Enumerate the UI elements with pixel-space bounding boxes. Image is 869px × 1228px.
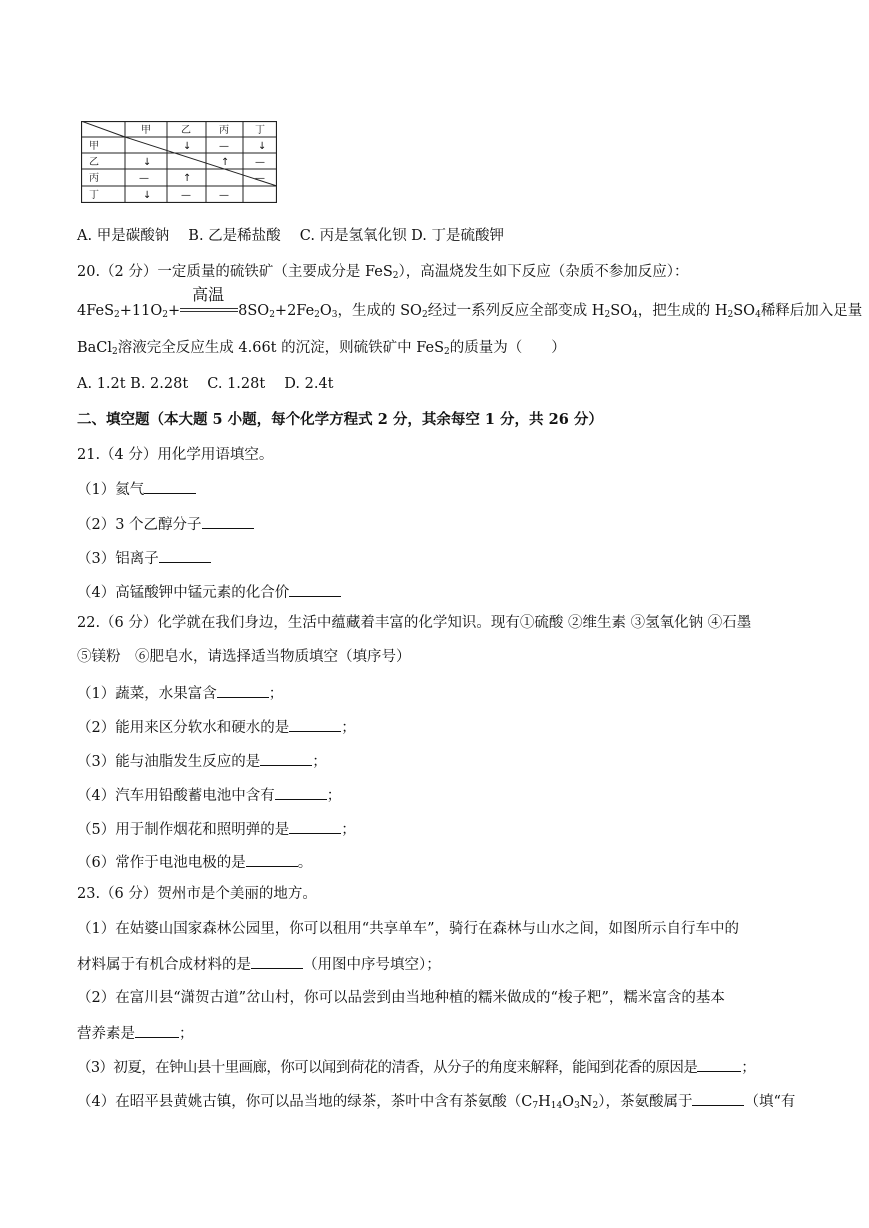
answer-blank[interactable] <box>289 819 341 834</box>
answer-blank[interactable] <box>289 582 341 597</box>
text: 的质量为（ ） <box>449 340 566 356</box>
q22-stem-2: ⑤镁粉 ⑥肥皂水，请选择适当物质填空（填序号） <box>77 649 411 665</box>
sub: 7 <box>532 1101 539 1111</box>
cell: — <box>255 173 265 184</box>
sub: 2 <box>392 271 399 281</box>
eq: SO <box>610 303 633 319</box>
sub: 2 <box>314 310 320 320</box>
item-text: （3）能与油脂发生反应的是 <box>77 754 261 770</box>
answer-blank[interactable] <box>251 954 303 969</box>
text: ），茶氨酸属于 <box>598 1094 693 1110</box>
eq: SO <box>733 303 756 319</box>
sub: 2 <box>592 1101 599 1111</box>
answer-blank[interactable] <box>135 1023 179 1038</box>
sub: 2 <box>162 310 168 320</box>
text: （用图中序号填空）； <box>303 957 441 973</box>
sub: 2 <box>444 347 450 357</box>
item-text: （2）3 个乙醇分子 <box>77 517 202 533</box>
answer-blank[interactable] <box>289 717 341 732</box>
q23-p3 <box>77 1057 755 1078</box>
cell: — <box>255 157 265 168</box>
row-label-yi: 乙 <box>89 157 99 168</box>
answer-blank[interactable] <box>217 683 269 698</box>
item-end: ； <box>341 822 356 838</box>
q23-p4 <box>77 1091 795 1112</box>
eq: ，把生成的 H <box>637 303 728 319</box>
q23-p1b <box>77 954 441 975</box>
item-end: ； <box>312 754 327 770</box>
answer-blank[interactable] <box>275 785 327 800</box>
q19-options: A. 甲是碳酸钠 B. 乙是稀盐酸 C. 丙是氢氧化钡 D. 丁是硫酸钾 <box>77 228 505 244</box>
q21-item-4 <box>77 582 341 603</box>
item-text: （5）用于制作烟花和照明弹的是 <box>77 822 290 838</box>
text: 营养素是 <box>77 1026 135 1042</box>
q22-item-1 <box>77 683 283 704</box>
reaction-condition <box>180 285 238 319</box>
q22-stem-1: 22.（6 分）化学就在我们身边，生活中蕴藏着丰富的化学知识。现有①硫酸 ②维生素 ③氢氧化钠 ④石墨 <box>77 615 752 631</box>
text: （4）在昭平县黄姚古镇，你可以品当地的绿茶，茶叶中含有茶氨酸（C <box>77 1094 533 1110</box>
q22-item-4 <box>77 785 341 806</box>
q22-item-3 <box>77 751 327 772</box>
equals-line <box>180 311 238 312</box>
cell: ↑ <box>183 173 192 184</box>
eq: +11O <box>119 303 163 319</box>
item-end: ； <box>268 686 284 702</box>
cell: — <box>139 173 149 184</box>
header-bing: 丙 <box>219 125 229 136</box>
sub: 4 <box>632 310 638 320</box>
sub: 4 <box>755 310 761 320</box>
item-end: ； <box>341 720 356 736</box>
eq: 经过一系列反应全部变成 H <box>427 303 605 319</box>
answer-blank[interactable] <box>692 1091 744 1106</box>
answer-blank[interactable] <box>202 514 254 529</box>
condition-text: 高温 <box>192 285 225 304</box>
eq: + <box>167 303 181 319</box>
cell: ↓ <box>258 141 267 152</box>
cell: ↓ <box>183 141 192 152</box>
eq: 4FeS <box>77 303 115 319</box>
cell: ↑ <box>221 157 230 168</box>
cell: ↓ <box>143 157 152 168</box>
q23-p2a: （2）在富川县“潇贺古道”岔山村，你可以品尝到由当地种植的糯米做成的“梭子粑”，糯米富含的基本 <box>77 990 725 1006</box>
answer-blank[interactable] <box>260 751 312 766</box>
q22-item-2 <box>77 717 356 738</box>
text: 材料属于有机合成材料的是 <box>77 957 251 973</box>
q21-item-1 <box>77 479 196 500</box>
item-text: （2）能用来区分软水和硬水的是 <box>77 720 290 736</box>
sub: 2 <box>269 310 275 320</box>
sub: 3 <box>331 310 338 320</box>
q20-stem-text: 20.（2 分）一定质量的硫铁矿（主要成分是 FeS <box>77 264 393 280</box>
q21-item-3 <box>77 548 211 569</box>
q20-equation-line <box>77 285 863 321</box>
text: ； <box>179 1026 194 1042</box>
q23-p2b <box>77 1023 194 1044</box>
row-label-ding: 丁 <box>89 190 99 201</box>
reaction-table <box>81 121 277 203</box>
eq: ，生成的 SO <box>337 303 422 319</box>
eq: +2Fe <box>274 303 315 319</box>
item-text: （6）常作于电池电极的是 <box>77 855 246 871</box>
row-label-jia: 甲 <box>89 141 99 152</box>
header-yi: 乙 <box>181 125 191 136</box>
sub: 2 <box>114 310 120 320</box>
q23-stem: 23.（6 分）贺州市是个美丽的地方。 <box>77 886 317 902</box>
item-end: 。 <box>297 855 313 871</box>
sub: 14 <box>550 1101 563 1111</box>
section-title: 二、填空题（本大题 5 小题，每个化学方程式 2 分，其余每空 1 分，共 26 分） <box>77 411 603 428</box>
q23-p1a: （1）在姑婆山国家森林公园里，你可以租用“共享单车”，骑行在森林与山水之间，如图所示自行车中的 <box>77 921 740 937</box>
q20-stem-end: ），高温烧发生如下反应（杂质不参加反应）： <box>398 264 689 280</box>
q20-stem <box>77 262 689 282</box>
q22-item-6 <box>77 852 312 873</box>
cell: — <box>181 190 191 201</box>
sub: 2 <box>421 310 428 320</box>
item-end: ； <box>326 788 342 804</box>
item-text: （1）蔬菜，水果富含 <box>77 686 217 702</box>
eq: O <box>319 303 332 319</box>
item-text: （1）氦气 <box>77 482 145 498</box>
q22-item-5 <box>77 819 356 840</box>
sub: 2 <box>727 310 734 320</box>
text: H <box>538 1094 551 1110</box>
header-jia: 甲 <box>141 125 151 136</box>
cell: ↓ <box>143 190 152 201</box>
answer-blank[interactable] <box>144 479 196 494</box>
answer-blank[interactable] <box>246 852 298 867</box>
answer-blank[interactable] <box>697 1057 741 1072</box>
item-text: （4）高锰酸钾中锰元素的化合价 <box>77 585 290 601</box>
sub: 2 <box>604 310 611 320</box>
text: （3）初夏，在钟山县十里画廊，你可以闻到荷花的清香，从分子的角度来解释，能闻到花香的原因是 <box>77 1060 698 1076</box>
q20-line3 <box>77 338 566 358</box>
q21-item-2 <box>77 514 254 535</box>
text: 溶液完全反应生成 4.66t 的沉淀，则硫铁矿中 FeS <box>117 340 445 356</box>
item-text: （4）汽车用铅酸蓄电池中含有 <box>77 788 275 804</box>
sub: 2 <box>112 347 118 357</box>
eq: 8SO <box>238 303 270 319</box>
eq: 稀释后加入足量 <box>760 303 863 319</box>
text: BaCl <box>77 340 113 356</box>
q21-stem: 21.（4 分）用化学用语填空。 <box>77 447 274 463</box>
cell: — <box>219 190 229 201</box>
sub: 3 <box>574 1101 580 1111</box>
row-label-bing: 丙 <box>89 173 99 184</box>
equals-line <box>180 308 238 309</box>
q20-options: A. 1.2t B. 2.28t C. 1.28t D. 2.4t <box>77 376 334 392</box>
cell: — <box>219 141 229 152</box>
text: ； <box>741 1060 756 1076</box>
text: O <box>562 1094 575 1110</box>
item-text: （3）铝离子 <box>77 551 159 567</box>
text: N <box>579 1094 593 1110</box>
header-ding: 丁 <box>255 125 265 136</box>
text: （填“有 <box>744 1094 796 1110</box>
answer-blank[interactable] <box>159 548 211 563</box>
